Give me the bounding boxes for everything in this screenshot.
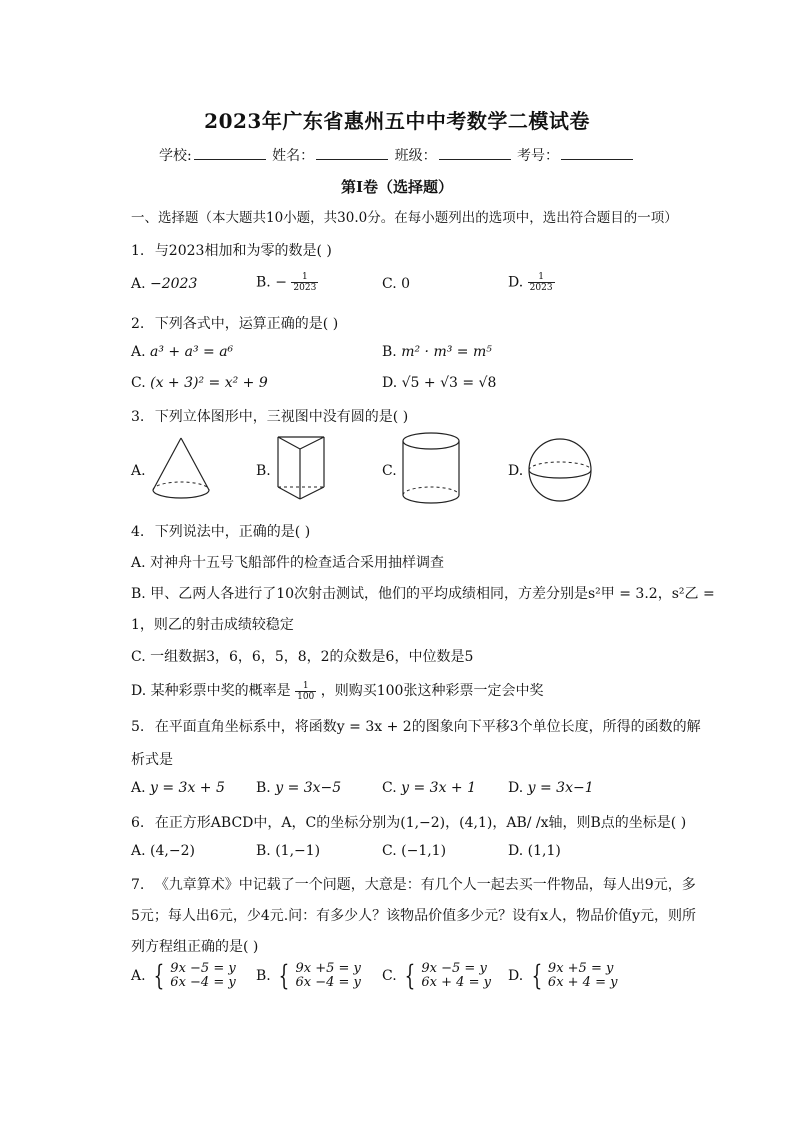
option-value: a³ + a³ = a⁶ [150,344,234,360]
q6-option-b [256,843,320,859]
left-brace: { [531,959,542,992]
equation-system [170,962,235,990]
question-1 [131,240,332,260]
q7-option-b [256,959,361,992]
exam-title: 2023年广东省惠州五中中考数学二模试卷 [204,109,590,133]
option-label: D. [508,780,524,796]
option-label: D. [508,843,524,859]
equation-system [421,962,491,990]
q5-option-d [508,780,594,796]
q7-option-d [508,959,618,992]
question-2 [131,313,338,333]
equation-system [548,962,618,990]
q6-option-d [508,843,561,859]
q1-option-d [508,272,555,293]
denominator: 2023 [529,283,553,293]
denominator: 2023 [293,283,317,293]
option-value: (1,1) [527,843,561,859]
question-stem: 《九章算术》中记载了一个问题，大意是：有几个人一起去买一件物品，每人出9元，多 [154,877,696,893]
numerator: 1 [528,272,555,283]
q7-option-a [131,959,236,992]
question-stem: 下列各式中，运算正确的是( ) [154,316,339,332]
left-brace: { [153,959,165,992]
left-brace: { [404,959,416,992]
option-value: 0 [401,276,411,292]
question-3 [131,406,408,426]
q2-option-c [131,375,268,391]
option-value: (x + 3)² = x² + 9 [150,375,268,391]
question-number: 6. [131,815,145,831]
question-stem: 与2023相加和为零的数是( ) [154,243,332,259]
equation-1: 9x +5 = y [547,961,614,976]
question-stem: 下列说法中，正确的是( ) [154,524,311,540]
option-value: (4,−2) [150,843,195,859]
question-number: 3. [131,409,145,425]
equation-system [295,962,360,990]
option-label: C. [382,843,397,859]
denominator: 100 [297,691,315,702]
option-label: C. [382,276,397,292]
option-label: D. [508,274,524,291]
q1-option-c [382,276,410,292]
cylinder-figure [400,431,462,507]
triangular-prism-figure [274,433,334,505]
question-number: 2. [131,316,145,332]
q2-option-a [131,344,233,360]
question-4 [131,521,310,541]
question-number: 7. [131,877,145,893]
q4-option-c: C. 一组数据3，6，6，5，8，2的众数是6，中位数是5 [131,649,474,665]
name-label: 姓名： [272,148,315,164]
q2-option-d [382,375,496,391]
equation-2: 6x + 4 = y [547,975,618,990]
option-value: (1,−1) [275,843,321,859]
cone-figure [150,435,212,505]
option-label: D. [508,968,524,984]
q4-option-b: B. 甲、乙两人各进行了10次射击测试，他们的平均成绩相同，方差分别是s²甲 = 3.2，s²乙 = [131,586,715,602]
q4-option-d [131,680,543,702]
numerator: 1 [295,681,316,692]
option-label: B. [256,274,271,291]
exam-number-blank [561,147,633,160]
class-label: 班级： [394,148,437,164]
equation-2: 6x −4 = y [170,975,236,990]
q4-option-a: A. 对神舟十五号飞船部件的检查适合采用抽样调查 [131,555,445,571]
school-blank [194,147,266,160]
question-6 [131,812,686,832]
section-heading: 一、选择题（本大题共10小题，共30.0分。在每小题列出的选项中，选出符合题目的一项） [131,210,678,226]
option-value: √5 + √3 = √8 [401,375,497,391]
fraction [528,272,555,293]
option-label: A. [131,780,146,796]
question-number: 4. [131,524,145,540]
class-blank [439,147,511,160]
question-stem: 下列立体图形中，三视图中没有圆的是( ) [154,409,409,425]
question-stem: 在正方形ABCD中，A，C的坐标分别为(1,−2)，(4,1)，AB/ /x轴，则B点的坐标是( ) [154,815,687,831]
fraction [291,272,318,293]
q4-option-b-continued: 1，则乙的射击成绩较稳定 [131,617,294,633]
question-7 [131,874,696,894]
q6-option-a [131,843,195,859]
question-5-continued: 析式是 [131,752,173,768]
option-label: B. [382,344,397,360]
equation-1: 9x −5 = y [170,961,236,976]
minus-sign: − [275,274,287,291]
option-value: y = 3x + 1 [401,780,477,796]
option-label: A. [131,968,146,984]
option-value: −2023 [150,276,198,292]
numerator: 1 [291,272,318,283]
equation-1: 9x −5 = y [421,961,487,976]
q1-option-b [256,272,318,293]
question-stem: 在平面直角坐标系中，将函数y = 3x + 2的图象向下平移3个单位长度，所得的函数的解 [154,719,701,735]
q5-option-a [131,780,225,796]
option-label: C. [382,780,397,796]
option-label: A. [131,344,146,360]
option-value: y = 3x−1 [527,780,594,796]
exam-number-label: 考号： [517,148,560,164]
question-7-line-3: 列方程组正确的是( ) [131,939,259,955]
q5-option-b [256,780,341,796]
option-label: A. [131,843,146,859]
q2-option-b [382,344,492,360]
option-value: y = 3x−5 [275,780,342,796]
left-brace: { [278,959,290,992]
student-info-line [0,145,794,165]
q3-option-d-label: D. [508,463,524,479]
option-label: B. [256,780,271,796]
option-label: B. [256,843,271,859]
q7-option-c [382,959,491,992]
q3-option-a-label: A. [131,463,146,479]
question-number: 1. [131,243,145,259]
option-label: A. [131,276,146,292]
question-number: 5. [131,719,145,735]
question-7-line-2: 5元；每人出6元，少4元.问：有多少人？该物品价值多少元？设有x人，物品价值y元，则所 [131,908,696,924]
sphere-figure [527,436,593,504]
option-label: D. [382,375,398,391]
q6-option-c [382,843,446,859]
option-label: C. [131,375,146,391]
q5-option-c [382,780,476,796]
option-value: m² · m³ = m⁵ [401,344,492,360]
option-label: C. [382,968,397,984]
equation-2: 6x + 4 = y [421,975,491,990]
q1-option-a [131,276,197,292]
volume-heading: 第Ⅰ卷（选择题） [340,178,454,196]
fraction [295,681,316,702]
equation-1: 9x +5 = y [295,961,361,976]
option-label: B. [256,968,271,984]
name-blank [316,147,388,160]
equation-2: 6x −4 = y [295,975,361,990]
school-label: 学校: [158,148,192,164]
option-value: (−1,1) [401,843,447,859]
option-text-tail: ，则购买100张这种彩票一定会中奖 [320,683,544,699]
option-value: y = 3x + 5 [150,780,225,796]
question-5 [131,716,701,736]
q3-option-c-label: C. [382,463,397,479]
q3-option-b-label: B. [256,463,271,479]
option-text: D. 某种彩票中奖的概率是 [131,683,291,699]
